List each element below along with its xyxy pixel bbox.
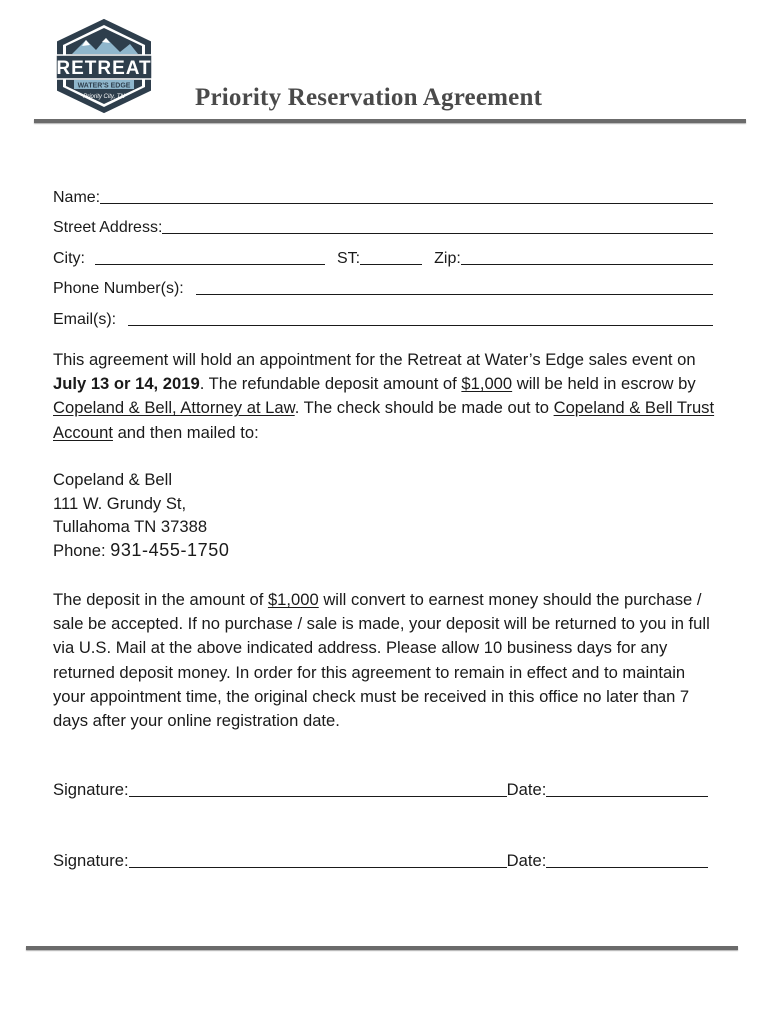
signature-row-1 [53,780,708,800]
signature-label-2: Signature: [53,851,129,870]
para1-text-4: . The check should be made out to [294,398,554,418]
zip-field[interactable] [461,248,713,265]
signature-field-1[interactable] [129,780,507,797]
street-field[interactable] [162,217,713,234]
date-label-1: Date: [506,780,547,799]
phone-label: Phone Number(s): [53,280,184,298]
signature-label-1: Signature: [53,780,129,799]
signature-row-2 [53,851,708,871]
para2-text-2: will convert to earnest money should the purchase / sale be accepted. If no purchase / sale is made, your deposit will be returned to you in full via U.S. Mail at the above indicated address. Please allow 10 business days for any returned deposit money. In order for this agreement to remain in effect and to maintain your appointment time, the original check must be received in this office no later than 7 days after your online registration date. [53,590,710,731]
date-field-1[interactable] [546,780,708,797]
logo-sub-text: WATER'S EDGE [77,82,131,90]
zip-label: Zip: [434,249,461,267]
para2-text-1: The deposit in the amount of [53,590,268,609]
deposit-amount: $1,000 [461,374,513,394]
state-field[interactable] [360,248,422,265]
deposit-paragraph [53,588,719,733]
contact-fields [53,176,713,329]
para1-text-1: This agreement will hold an appointment for the Retreat at Water’s Edge sales event on [53,350,696,369]
address-line-1: Copeland & Bell [53,470,173,489]
phone-prefix: Phone: [53,540,111,560]
state-label: ST: [337,249,361,267]
para1-text-2: . The refundable deposit amount of [199,374,462,394]
name-field[interactable] [100,187,713,204]
phone-number: 931-455-1750 [110,539,230,560]
address-phone [53,539,230,563]
date-label-2: Date: [506,851,547,870]
email-label: Email(s): [53,310,117,328]
phone-field[interactable] [196,278,713,295]
header-divider [34,119,746,123]
city-row [53,237,713,268]
name-row [53,176,713,207]
email-row [53,298,713,329]
city-label: City: [53,249,85,267]
mailing-address [53,468,230,562]
agreement-paragraph [53,348,719,445]
address-line-2: 111 W. Grundy St, [53,493,187,513]
footer-divider [26,946,738,950]
event-dates: July 13 or 14, 2019 [53,374,200,394]
escrow-agent: Copeland & Bell, Attorney at Law [53,398,295,418]
phone-row [53,268,713,299]
signature-field-2[interactable] [129,851,507,868]
address-line-3: Tullahoma TN 37388 [53,517,208,537]
para1-text-5: and then mailed to: [112,422,259,442]
para1-text-3: will be held in escrow by [512,374,696,394]
page-title: Priority Reservation Agreement [195,84,543,111]
retreat-logo [52,18,156,114]
name-label: Name: [53,188,101,206]
logo-place-text: Priority City, TN [83,94,125,100]
street-row [53,207,713,238]
date-field-2[interactable] [546,851,708,868]
street-label: Street Address: [53,219,163,237]
logo-main-text: RETREAT [56,58,152,79]
email-field[interactable] [128,309,713,326]
check-payee: Copeland & Bell Trust Account [53,398,715,442]
city-field[interactable] [95,248,325,265]
deposit-amount-2: $1,000 [267,590,319,609]
